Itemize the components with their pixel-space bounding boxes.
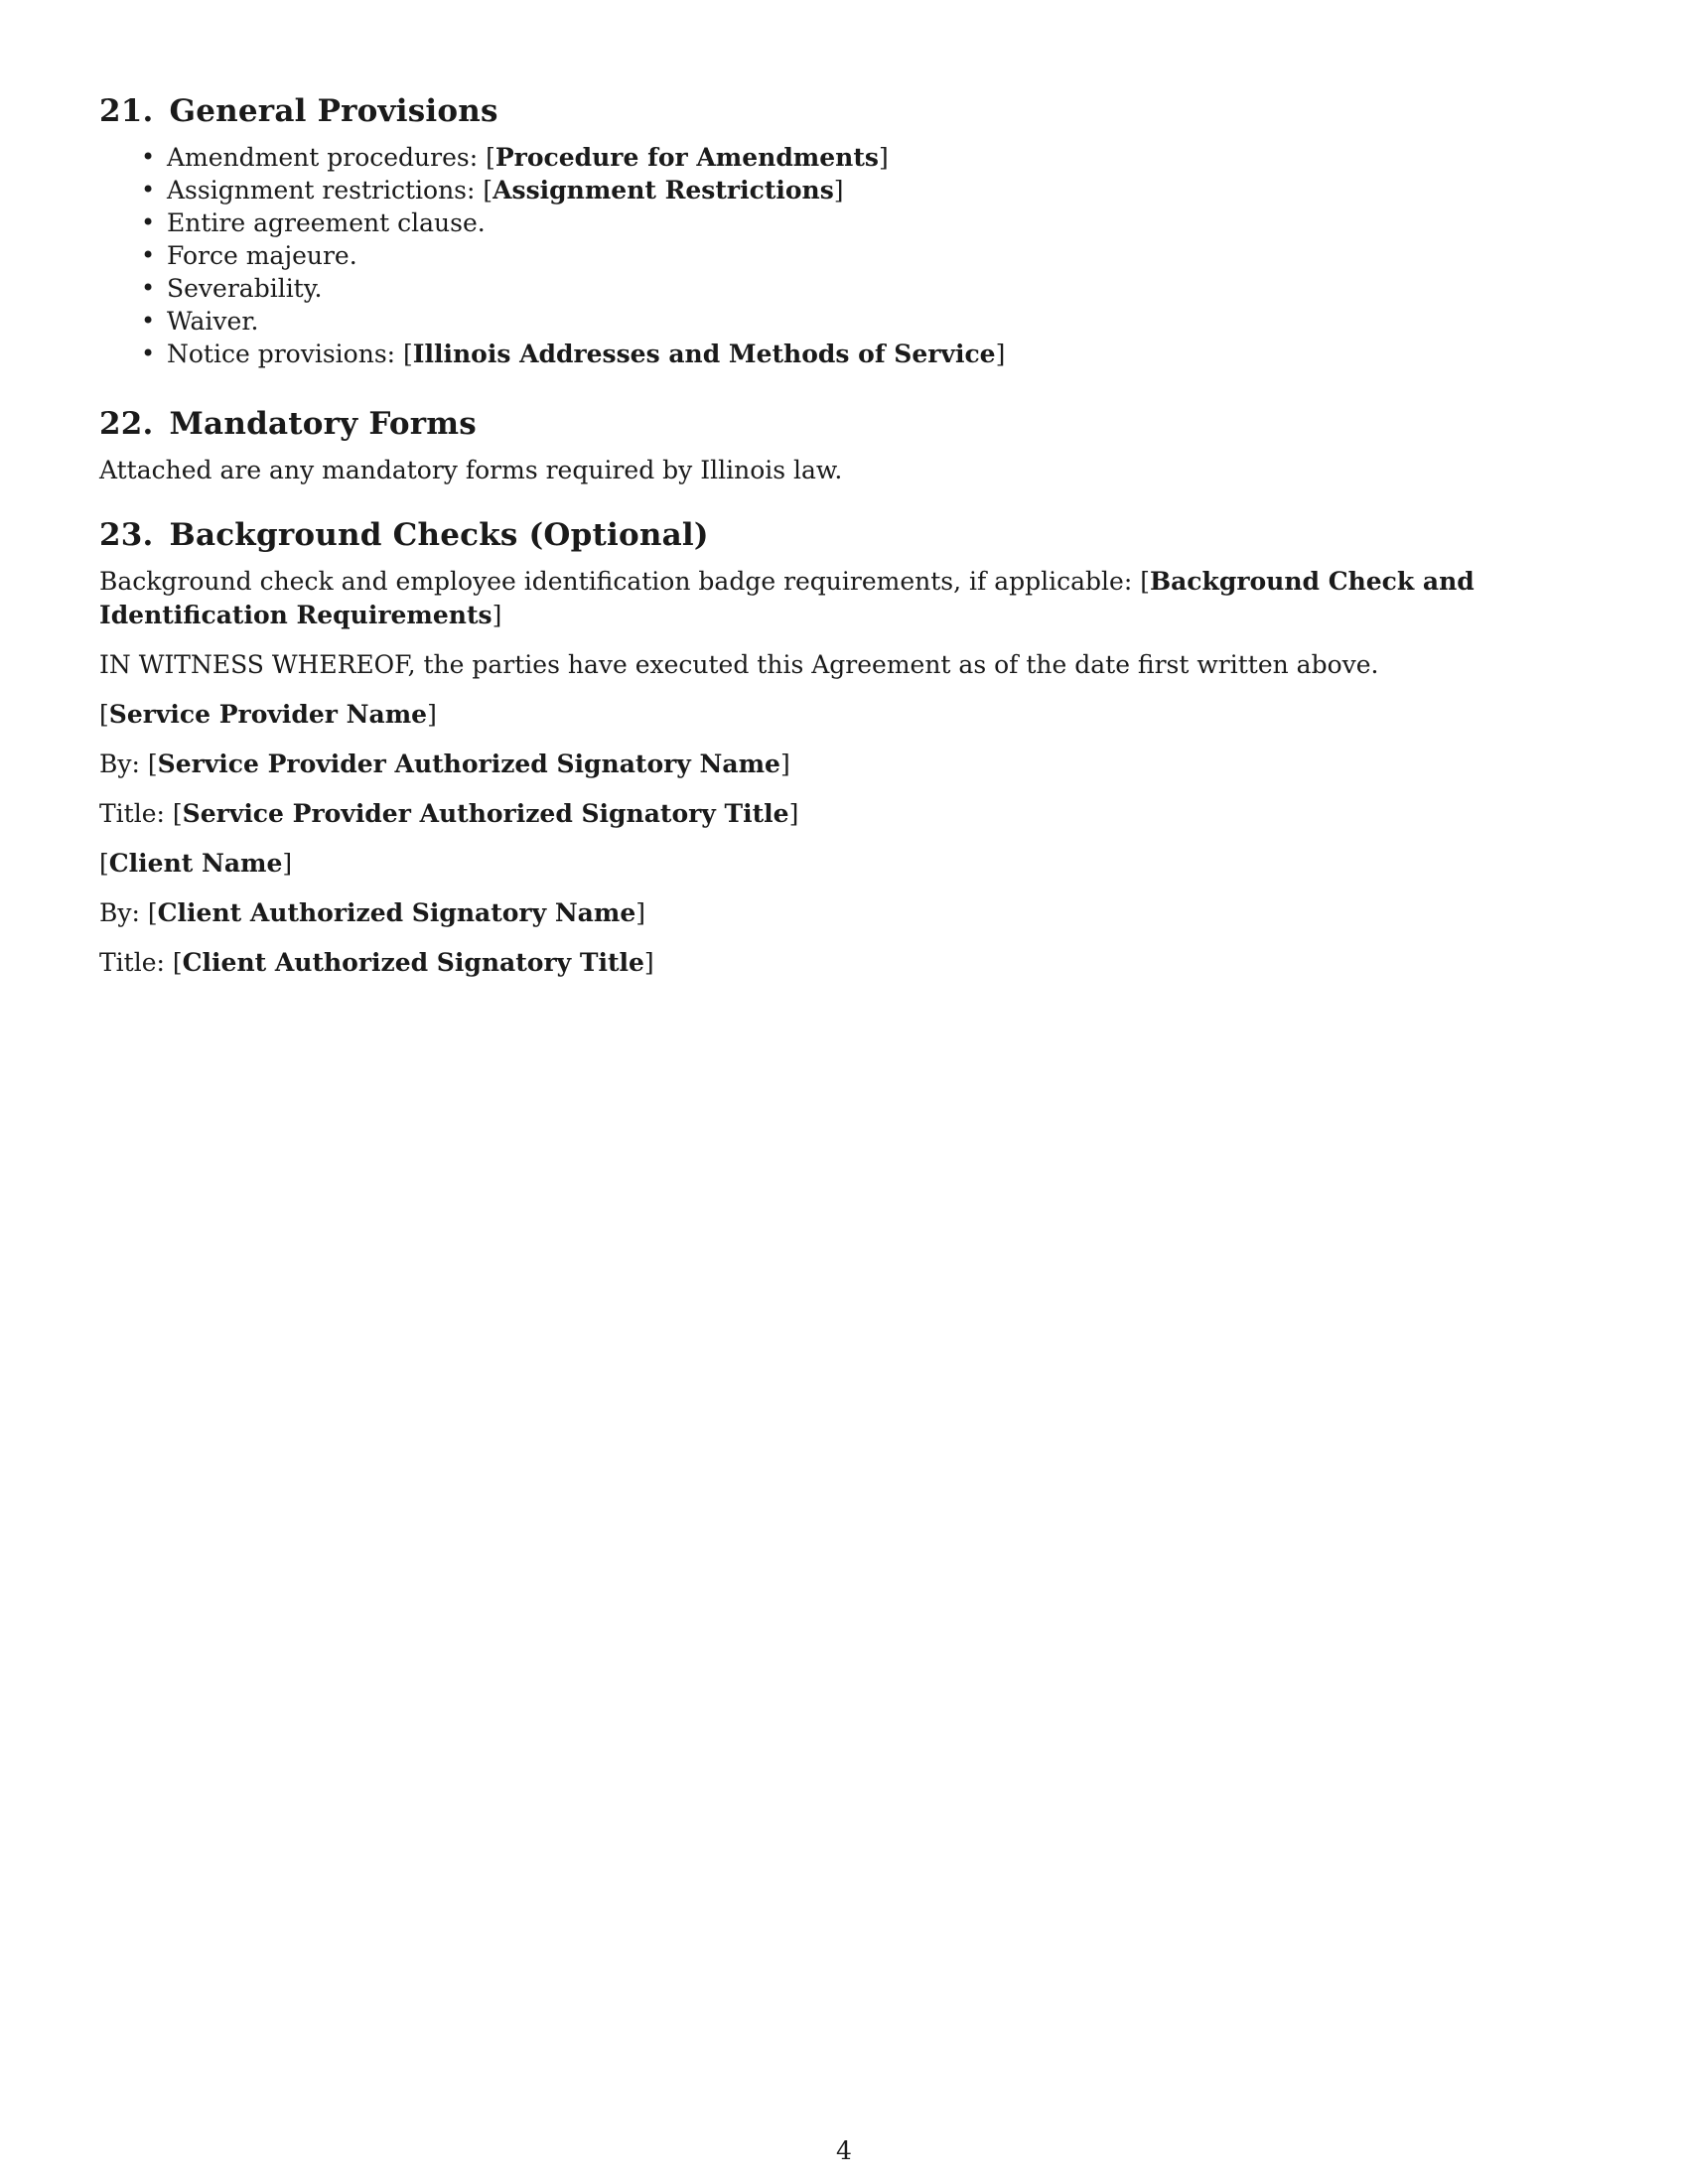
provider-title-line: Title: [Service Provider Authorized Signatory Title] xyxy=(99,799,799,828)
list-item-text: Amendment procedures: xyxy=(167,143,487,172)
page-number: 4 xyxy=(836,2136,852,2165)
section-21-title: General Provisions xyxy=(169,93,498,129)
background-check-body: Background check and employee identification badge requirements, if applicable: xyxy=(99,567,1141,596)
list-item-text: Waiver. xyxy=(167,307,259,336)
list-item: • Amendment procedures: [Procedure for Amendments] xyxy=(167,141,1589,174)
list-item xyxy=(167,206,1589,239)
client-by-line: By: [Client Authorized Signatory Name] xyxy=(99,898,645,927)
section-23-title: Background Checks (Optional) xyxy=(169,517,709,553)
provider-signatory-title: Service Provider Authorized Signatory Title xyxy=(182,799,789,828)
section-21-number: 21. xyxy=(99,93,154,129)
list-item: • Assignment restrictions: [Assignment Restrictions] xyxy=(167,174,1589,206)
section-22-title: Mandatory Forms xyxy=(169,406,477,442)
provider-signatory-name: Service Provider Authorized Signatory Name xyxy=(157,750,780,778)
client-title-line: Title: [Client Authorized Signatory Title] xyxy=(99,948,654,977)
provider-name-line: [Service Provider Name] xyxy=(99,700,437,729)
mandatory-forms-text: Attached are any mandatory forms required by Illinois law. xyxy=(99,456,843,484)
section-23-heading xyxy=(99,515,1589,555)
list-item xyxy=(167,305,1589,338)
placeholder-field: Procedure for Amendments xyxy=(494,143,879,172)
section-23-number: 23. xyxy=(99,517,154,553)
by-label: By: xyxy=(99,898,148,927)
list-item-text: Severability. xyxy=(167,274,323,303)
client-name-line: [Client Name] xyxy=(99,849,293,878)
list-item-text: Entire agreement clause. xyxy=(167,208,486,237)
provider-signature-block xyxy=(99,698,1589,831)
client-signatory-name: Client Authorized Signatory Name xyxy=(157,898,636,927)
general-provisions-list xyxy=(99,141,1589,370)
placeholder-field: Background Check and Identification Requirements xyxy=(99,567,1475,629)
witness-clause: IN WITNESS WHEREOF, the parties have executed this Agreement as of the date first written above. xyxy=(99,650,1379,679)
background-check-text: Background check and employee identification badge requirements, if applicable: [Background Check and Identification Requirements] xyxy=(99,567,1475,629)
client-signatory-title: Client Authorized Signatory Title xyxy=(182,948,644,977)
list-item xyxy=(167,239,1589,272)
list-item-text: Force majeure. xyxy=(167,241,357,270)
section-21-heading xyxy=(99,91,1589,131)
provider-by-line: By: [Service Provider Authorized Signatory Name] xyxy=(99,750,790,778)
list-item-text: Notice provisions: xyxy=(167,340,404,368)
list-item: • Notice provisions: [Illinois Addresses and Methods of Service] xyxy=(167,338,1589,370)
provider-name: Service Provider Name xyxy=(108,700,428,729)
document-page xyxy=(99,91,1589,996)
title-label: Title: xyxy=(99,948,173,977)
by-label: By: xyxy=(99,750,148,778)
title-label: Title: xyxy=(99,799,173,828)
client-name: Client Name xyxy=(108,849,283,878)
list-item xyxy=(167,272,1589,305)
placeholder-field: Assignment Restrictions xyxy=(492,176,834,205)
list-item-text: Assignment restrictions: xyxy=(167,176,484,205)
placeholder-field: Illinois Addresses and Methods of Service xyxy=(412,340,996,368)
section-22-heading xyxy=(99,404,1589,444)
section-22-number: 22. xyxy=(99,406,154,442)
client-signature-block xyxy=(99,847,1589,980)
